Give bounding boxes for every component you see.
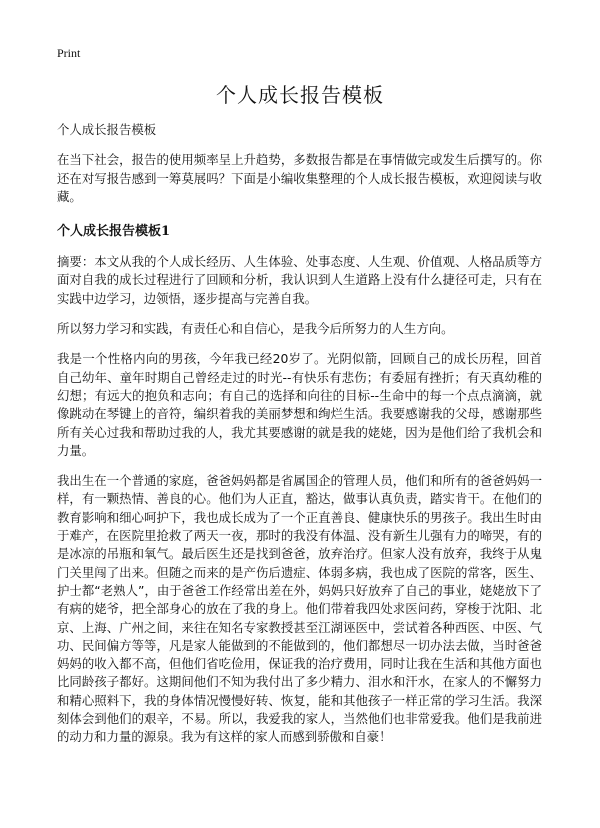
print-link[interactable]: Print xyxy=(57,46,81,60)
page-title: 个人成长报告模板 xyxy=(216,83,384,107)
body-paragraph: 我出生在一个普通的家庭，爸爸妈妈都是省属国企的管理人员，他们和所有的爸爸妈妈一样，有一颗热情、善良的心。他们为人正直，豁达，做事认真负责，踏实肯干。在他们的教育影响和细心呵护下，我也成长成为了一个正直善良、健康快乐的男孩子。我出生时由于难产，在医院里抢救了两天一夜，那时的我没有体温、没有新生儿强有力的啼哭，有的是冰凉的吊瓶和氧气。最后医生还是找到爸爸，放弃治疗。但家人没有放弃，我终于从鬼门关里闯了出来。但随之而来的是产伤后遗症、体弱多病，我也成了医院的常客，医生、护士都“老熟人”，由于爸爸工作经常出差在外，妈妈只好放弃了自己的事业，姥姥放下了有病的姥爷，把全部身心的放在了我的身上。他们带着我四处求医问药，穿梭于沈阳、北京、上海、广州之间，来往在知名专家教授甚至江湖诬医中，尝试着各种西医、中医、气功、民间偏方等等，凡是家人能做到的不能做到的，他们都想尽一切办法去做，当时爸爸妈妈的收入都不高，但他们省吃俭用，保证我的治疗费用，同时让我在生活和其他方面也比同龄孩子都好。这期间他们不知为我付出了多少精力、泪水和汗水，在家人的不懈努力和精心照料下，我的身体情况慢慢好转、恢复，能和其他孩子一样正常的学习生活。我深刻体会到他们的艰辛，不易。所以，我爱我的家人，当然他们也非常爱我。他们是我前进的动力和力量的源泉。我为有这样的家人而感到骄傲和自豪！ xyxy=(57,473,542,745)
article-subtitle: 个人成长报告模板 xyxy=(57,122,157,137)
body-paragraph: 所以努力学习和实践，有责任心和自信心，是我今后所努力的人生方向。 xyxy=(57,321,454,337)
intro-paragraph: 在当下社会，报告的使用频率呈上升趋势，多数报告都是在事情做完或发生后撰写的。你还在对写报告感到一筹莫展吗？下面是小编收集整理的个人成长报告模板，欢迎阅读与收藏。 xyxy=(57,152,542,204)
body-paragraph: 摘要：本文从我的个人成长经历、人生体验、处事态度、人生观、价值观、人格品质等方面对自我的成长过程进行了回顾和分析，我认识到人生道路上没有什么捷径可走，只有在实践中边学习，边领悟，逐步提高与完善自我。 xyxy=(57,254,542,306)
article-body xyxy=(57,121,542,759)
section-heading: 个人成长报告模板1 xyxy=(57,224,171,240)
body-paragraph: 我是一个性格内向的男孩，今年我已经20岁了。光阴似箭，回顾自己的成长历程，回首自己幼年、童年时期自己曾经走过的时光--有快乐有悲伤；有委屈有挫折；有天真幼稚的幻想；有远大的抱负和志向；有自己的选择和向往的目标--生命中的每一个点点滴滴，就像跳动在琴键上的音符，编织着我的美丽梦想和绚烂生活。我要感谢我的父母，感谢那些所有关心过我和帮助过我的人，我尤其要感谢的就是我的姥姥，因为是他们给了我机会和力量。 xyxy=(57,351,542,458)
